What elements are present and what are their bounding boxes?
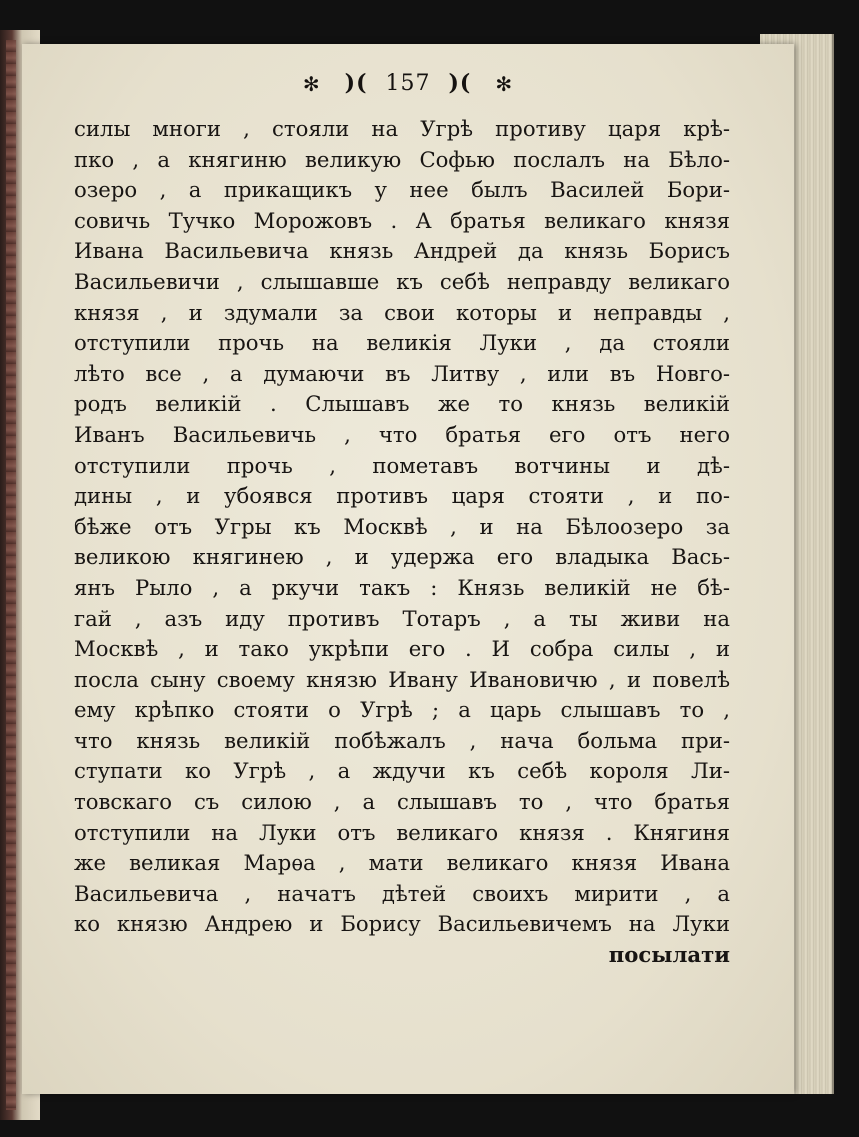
text-line: отступили прочь , пометавъ вотчины и дѣ- xyxy=(74,452,730,478)
text-line: посла сыну своему князю Ивану Ивановичю , и повелѣ xyxy=(74,666,730,692)
ornament-left-icon: ✻ xyxy=(302,72,321,96)
book-spine xyxy=(6,40,16,1110)
text-line: силы многи , стояли на Угрѣ противу царя крѣ- xyxy=(74,116,730,141)
page xyxy=(22,44,794,1094)
catchword: посылати xyxy=(608,942,730,968)
bracket-right: )( xyxy=(448,70,472,96)
body-text xyxy=(74,114,730,971)
text-line: лѣто все , а думаючи въ Литву , или въ Новго- xyxy=(74,360,730,386)
text-line: гай , азъ иду противъ Тотаръ , а ты живи на xyxy=(74,605,730,631)
text-line: же великая Марѳа , мати великаго князя Ивана xyxy=(74,850,730,876)
text-line: Ивана Васильевича князь Андрей да князь Борисъ xyxy=(74,238,730,264)
text-line: товскаго съ силою , а слышавъ то , что братья xyxy=(74,789,730,815)
text-line: Москвѣ , и тако укрѣпи его . И собра силы , и xyxy=(74,636,730,662)
text-line: отступили на Луки отъ великаго князя . Княгиня xyxy=(74,819,730,845)
text-line: совичь Тучко Морожовъ . А братья великаго князя xyxy=(74,207,730,233)
text-line: дины , и убоявся противъ царя стояти , и по- xyxy=(74,483,730,509)
text-line: князя , и здумали за свои которы и неправды , xyxy=(74,299,730,325)
text-line: янъ Рыло , а ркучи такъ : Князь великiй не бѣ- xyxy=(74,574,730,600)
text-line: пко , а княгиню великую Софью послалъ на Бѣло- xyxy=(74,146,730,172)
text-line: ко князю Андрею и Борису Васильевичемъ на Луки xyxy=(74,911,730,937)
ornament-right-icon: ✻ xyxy=(495,72,514,96)
text-line: отступили прочь на великiя Луки , да стояли xyxy=(74,330,730,356)
page-header xyxy=(22,70,794,96)
text-line: озеро , а прикащикъ у нее былъ Василей Бори- xyxy=(74,177,730,203)
bracket-left: )( xyxy=(344,70,368,96)
text-line: ступати ко Угрѣ , а ждучи къ себѣ короля Ли- xyxy=(74,758,730,784)
text-line: бѣже отъ Угры къ Москвѣ , и на Бѣлоозеро за xyxy=(74,513,730,539)
text-line: великою княгинею , и удержа его владыка Вась- xyxy=(74,544,730,570)
text-line: Васильевичи , слышавше къ себѣ неправду великаго xyxy=(74,268,730,294)
text-line: ему крѣпко стояти о Угрѣ ; а царь слышавъ то , xyxy=(74,697,730,723)
text-line: родъ великiй . Слышавъ же то князь великiй xyxy=(74,391,730,417)
text-line: Иванъ Васильевичь , что братья его отъ него xyxy=(74,421,730,447)
text-line: Васильевича , начатъ дѣтей своихъ мирити , а xyxy=(74,880,730,906)
page-number: 157 xyxy=(385,71,431,96)
text-line: что князь великiй побѣжалъ , нача больма при- xyxy=(74,727,730,753)
